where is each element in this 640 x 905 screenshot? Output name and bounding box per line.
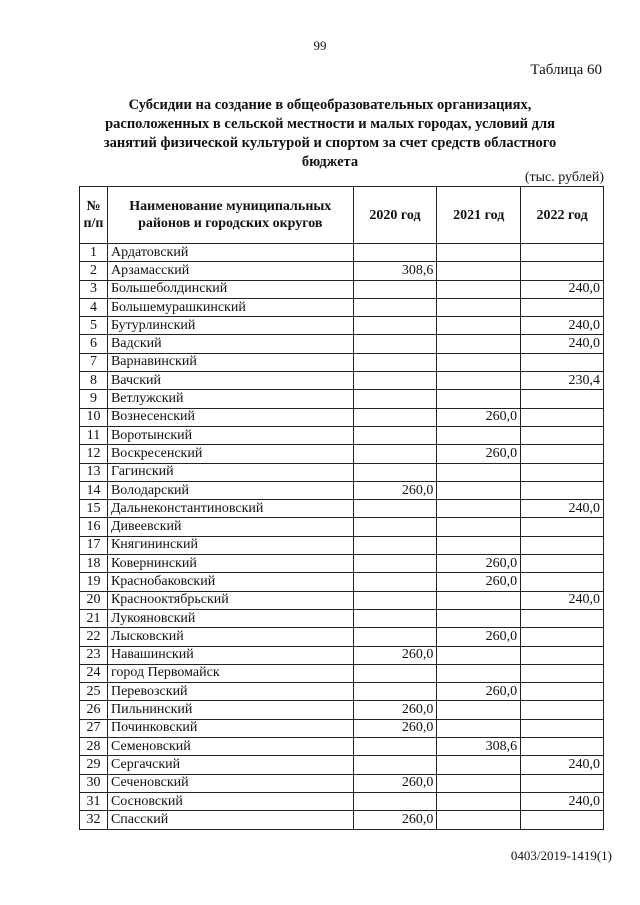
value-2021 [437,244,521,262]
table-row [80,609,604,627]
table-row [80,792,604,810]
value-2021: 260,0 [437,573,521,591]
row-number: 4 [80,298,108,316]
header-2022: 2022 год [521,187,604,244]
value-2021 [437,280,521,298]
row-number: 27 [80,719,108,737]
value-2021 [437,609,521,627]
value-2020 [353,317,437,335]
value-2022 [521,573,604,591]
district-name: Перевозский [107,683,353,701]
value-2022 [521,518,604,536]
value-2020 [353,628,437,646]
value-2021 [437,317,521,335]
table-row [80,390,604,408]
value-2022 [521,463,604,481]
value-2022: 240,0 [521,317,604,335]
row-number: 3 [80,280,108,298]
value-2021 [437,518,521,536]
value-2021 [437,426,521,444]
table-row [80,317,604,335]
table-row [80,280,604,298]
value-2020 [353,518,437,536]
district-name: Бутурлинский [107,317,353,335]
district-name: Вадский [107,335,353,353]
value-2022 [521,664,604,682]
district-name: Воскресенский [107,445,353,463]
value-2022 [521,481,604,499]
subsidies-table [79,186,604,830]
value-2021: 308,6 [437,738,521,756]
table-row [80,262,604,280]
table-row [80,408,604,426]
table-label: Таблица 60 [530,62,602,78]
document-code: 0403/2019-1419(1) [510,848,612,863]
value-2020 [353,390,437,408]
table-row [80,555,604,573]
table-row [80,463,604,481]
district-name: Дальнеконстантиновский [107,500,353,518]
value-2022: 240,0 [521,335,604,353]
value-2020 [353,573,437,591]
table-row [80,811,604,829]
value-2021: 260,0 [437,555,521,573]
header-2021: 2021 год [437,187,521,244]
table-row [80,719,604,737]
district-name: Ветлужский [107,390,353,408]
value-2022 [521,262,604,280]
value-2022 [521,646,604,664]
row-number: 15 [80,500,108,518]
table-row [80,591,604,609]
table-row [80,756,604,774]
value-2020 [353,445,437,463]
value-2021 [437,591,521,609]
value-2021 [437,756,521,774]
value-2022 [521,445,604,463]
row-number: 14 [80,481,108,499]
row-number: 6 [80,335,108,353]
district-name: Ардатовский [107,244,353,262]
district-name: Вознесенский [107,408,353,426]
value-2020 [353,738,437,756]
value-2020 [353,555,437,573]
value-2021 [437,792,521,810]
value-2021 [437,774,521,792]
table-row [80,518,604,536]
row-number: 12 [80,445,108,463]
district-name: Варнавинский [107,353,353,371]
value-2021: 260,0 [437,683,521,701]
value-2021 [437,298,521,316]
table-row [80,481,604,499]
header-2020: 2020 год [353,187,437,244]
district-name: Починковский [107,719,353,737]
value-2020: 260,0 [353,811,437,829]
row-number: 20 [80,591,108,609]
value-2020 [353,664,437,682]
value-2020 [353,426,437,444]
row-number: 11 [80,426,108,444]
value-2021 [437,262,521,280]
table-row [80,298,604,316]
row-number: 8 [80,372,108,390]
table-row [80,701,604,719]
value-2022 [521,298,604,316]
district-name: Краснооктябрьский [107,591,353,609]
value-2022 [521,738,604,756]
row-number: 21 [80,609,108,627]
table-row [80,536,604,554]
district-name: Сеченовский [107,774,353,792]
district-name: Большемурашкинский [107,298,353,316]
table-row [80,628,604,646]
value-2021 [437,664,521,682]
value-2020 [353,298,437,316]
district-name: Пильнинский [107,701,353,719]
table-row [80,646,604,664]
value-2020 [353,792,437,810]
row-number: 19 [80,573,108,591]
value-2020 [353,536,437,554]
row-number: 30 [80,774,108,792]
district-name: Сосновский [107,792,353,810]
value-2020 [353,500,437,518]
value-2022 [521,536,604,554]
value-2020: 260,0 [353,646,437,664]
row-number: 31 [80,792,108,810]
district-name: Княгининский [107,536,353,554]
district-name: Сергачский [107,756,353,774]
value-2021 [437,811,521,829]
value-2022 [521,408,604,426]
table-row [80,573,604,591]
value-2022 [521,609,604,627]
value-2022 [521,244,604,262]
row-number: 1 [80,244,108,262]
value-2022: 240,0 [521,756,604,774]
document-title: Субсидии на создание в общеобразовательных организациях, расположенных в сельской местности и малых городах, условий для занятий физической культурой и спортом за счет средств областного бюджета [103,97,557,170]
table-row [80,683,604,701]
district-name: Спасский [107,811,353,829]
table-row [80,335,604,353]
value-2021 [437,390,521,408]
row-number: 16 [80,518,108,536]
table-row [80,664,604,682]
table-row [80,445,604,463]
value-2020: 260,0 [353,481,437,499]
value-2021: 260,0 [437,408,521,426]
row-number: 17 [80,536,108,554]
row-number: 25 [80,683,108,701]
district-name: Володарский [107,481,353,499]
value-2022 [521,811,604,829]
district-name: город Первомайск [107,664,353,682]
row-number: 2 [80,262,108,280]
row-number: 32 [80,811,108,829]
table-row [80,353,604,371]
row-number: 28 [80,738,108,756]
table-row [80,774,604,792]
value-2021 [437,646,521,664]
row-number: 24 [80,664,108,682]
row-number: 7 [80,353,108,371]
value-2020 [353,280,437,298]
row-number: 13 [80,463,108,481]
row-number: 10 [80,408,108,426]
units-note: (тыс. рублей) [524,170,604,185]
row-number: 22 [80,628,108,646]
district-name: Навашинский [107,646,353,664]
value-2022: 240,0 [521,500,604,518]
value-2020 [353,463,437,481]
value-2022 [521,701,604,719]
value-2022 [521,555,604,573]
value-2021 [437,536,521,554]
district-name: Краснобаковский [107,573,353,591]
district-name: Дивеевский [107,518,353,536]
value-2021 [437,372,521,390]
row-number: 18 [80,555,108,573]
value-2020: 260,0 [353,719,437,737]
value-2022 [521,719,604,737]
row-number: 23 [80,646,108,664]
district-name: Лукояновский [107,609,353,627]
value-2021 [437,353,521,371]
value-2022 [521,390,604,408]
district-name: Большеболдинский [107,280,353,298]
value-2021 [437,701,521,719]
value-2020 [353,756,437,774]
value-2022: 240,0 [521,280,604,298]
value-2021 [437,481,521,499]
header-name: Наименование муниципальных районов и городских округов [107,187,353,244]
value-2021 [437,500,521,518]
value-2021 [437,335,521,353]
table-row [80,372,604,390]
row-number: 29 [80,756,108,774]
value-2021 [437,719,521,737]
value-2020 [353,609,437,627]
value-2020: 260,0 [353,774,437,792]
value-2022: 230,4 [521,372,604,390]
district-name: Ковернинский [107,555,353,573]
value-2020 [353,372,437,390]
district-name: Гагинский [107,463,353,481]
value-2022 [521,683,604,701]
table-header-row [80,187,604,244]
table-row [80,426,604,444]
value-2020: 260,0 [353,701,437,719]
value-2021 [437,463,521,481]
table-body [80,244,604,830]
district-name: Семеновский [107,738,353,756]
table-row [80,738,604,756]
value-2020 [353,683,437,701]
header-num: № п/п [80,187,108,244]
value-2022: 240,0 [521,591,604,609]
value-2020 [353,408,437,426]
row-number: 5 [80,317,108,335]
value-2022 [521,774,604,792]
district-name: Воротынский [107,426,353,444]
table-row [80,500,604,518]
value-2020 [353,335,437,353]
value-2022 [521,426,604,444]
page-number: 99 [313,38,327,53]
row-number: 26 [80,701,108,719]
value-2020 [353,591,437,609]
table-row [80,244,604,262]
value-2020: 308,6 [353,262,437,280]
district-name: Лысковский [107,628,353,646]
value-2021: 260,0 [437,445,521,463]
value-2020 [353,244,437,262]
district-name: Арзамасский [107,262,353,280]
value-2022: 240,0 [521,792,604,810]
value-2022 [521,353,604,371]
value-2020 [353,353,437,371]
value-2022 [521,628,604,646]
district-name: Вачский [107,372,353,390]
row-number: 9 [80,390,108,408]
value-2021: 260,0 [437,628,521,646]
